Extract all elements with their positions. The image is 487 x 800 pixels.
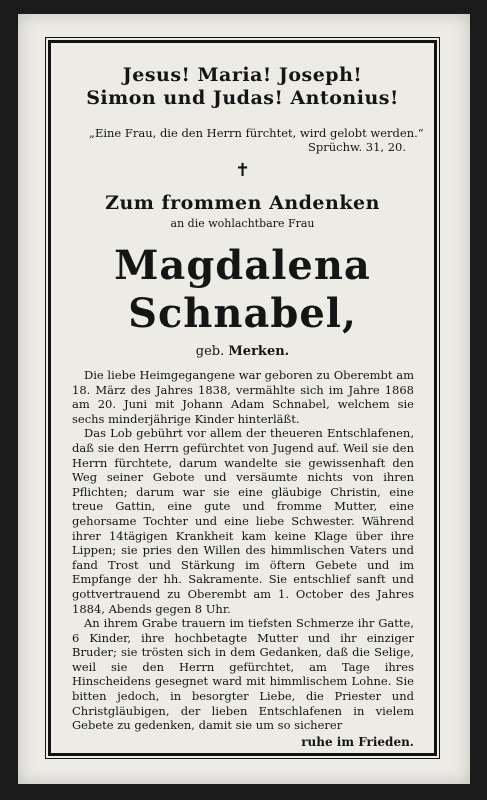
biography-text bbox=[72, 368, 414, 733]
maiden-prefix: geb. bbox=[195, 344, 225, 359]
quote-source: Sprüchw. 31, 20. bbox=[307, 140, 406, 154]
invocation bbox=[51, 64, 434, 110]
card-border-frame bbox=[48, 40, 437, 756]
cross-icon: ✝ bbox=[234, 160, 251, 181]
dedication-line: an die wohlachtbare Frau bbox=[170, 217, 315, 230]
closing-line: ruhe im Frieden. bbox=[301, 734, 414, 749]
biography-paragraph-2: Das Lob gebührt vor allem der theueren Entschlafenen, daß sie den Herrn gefürchtet von Jugend auf. Weil sie den Herrn fürchtete, darum wandelte sie gewissenhaft den Weg seiner Gebote und versäumte nichts von ihren Pflichten; darum war sie eine gläubige Christin, eine treue Gattin, eine gute und fromme Mutter, eine gehorsame Tochter und eine liebe Schwester. Während ihrer 14tägigen Krankheit kam keine Klage über ihre Lippen; sie pries den Willen des himmlischen Vaters und fand Trost und Stärkung im öftern Gebete und im Empfange der hh. Sakramente. Sie entschlief sanft und gottvertrauend zu Oberembt am 1. October des Jahres 1884, Abends gegen 8 Uhr. bbox=[72, 426, 414, 616]
invocation-line-2: Simon und Judas! Antonius! bbox=[86, 87, 399, 109]
maiden-name: Merken. bbox=[228, 344, 290, 359]
maiden-name-line bbox=[51, 344, 434, 360]
bible-quote: „Eine Frau, die den Herrn fürchtet, wird gelobt werden.“ bbox=[89, 126, 424, 140]
biography-paragraph-3: An ihrem Grabe trauern im tiefsten Schmerze ihr Gatte, 6 Kinder, ihre hochbetagte Mutter und ihr einziger Bruder; sie trösten sich in dem Gedanken, daß die Selige, weil sie den Herrn gefürchtet, am Tage ihres Hinscheidens gesegnet ward mit himmlischem Lohne. Sie bitten jedoch, in besorgter Liebe, die Priester und Christgläubigen, der lieben Entschlafenen in vielem Gebete zu gedenken, damit sie um so sicherer bbox=[72, 616, 414, 733]
biography-paragraph-1: Die liebe Heimgegangene war geboren zu Oberembt am 18. März des Jahres 1838, vermählte sich im Jahre 1868 am 20. Juni mit Johann Adam Schnabel, welchem sie sechs minderjährige Kinder hinterläßt. bbox=[72, 368, 414, 426]
deceased-name: Magdalena Schnabel, bbox=[114, 242, 371, 337]
memorial-heading: Zum frommen Andenken bbox=[105, 192, 380, 214]
invocation-line-1: Jesus! Maria! Joseph! bbox=[122, 64, 363, 86]
memorial-card bbox=[18, 14, 470, 784]
